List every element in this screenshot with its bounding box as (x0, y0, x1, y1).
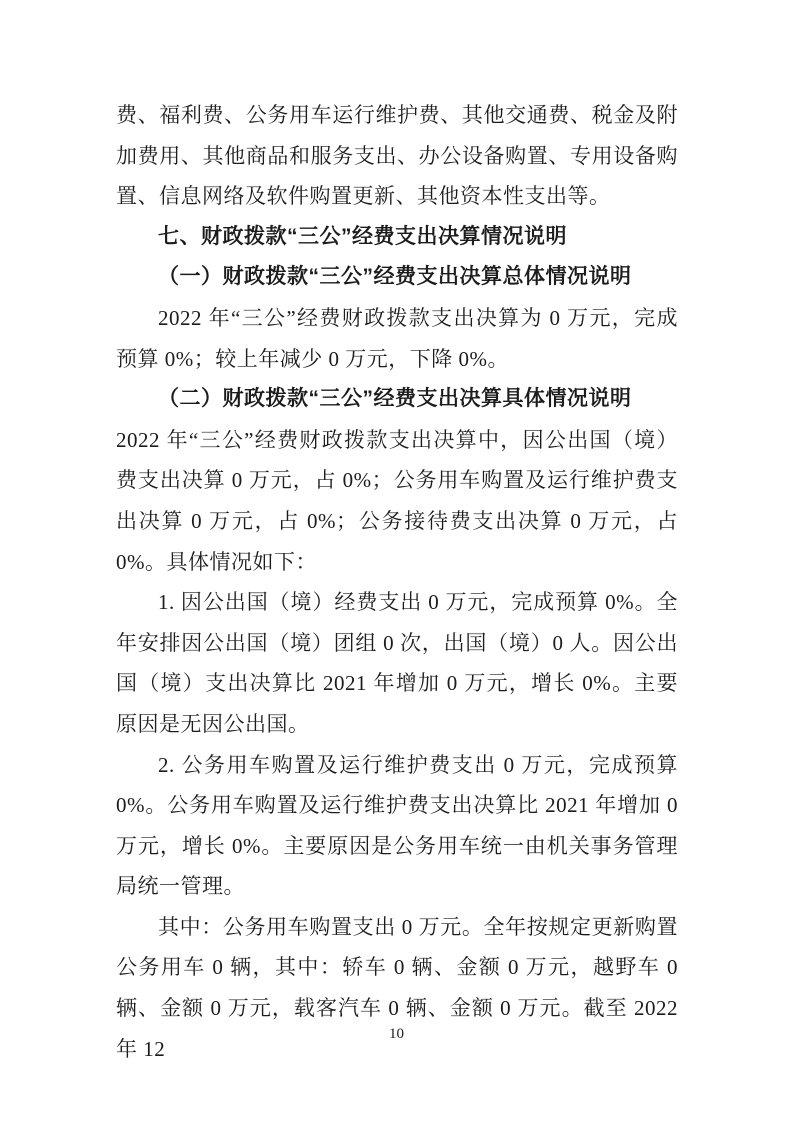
body-paragraph: 1. 因公出国（境）经费支出 0 万元，完成预算 0%。全年安排因公出国（境）团组 0 次，出国（境）0 人。因公出国（境）支出决算比 2021 年增加 0 万元，增长 0%。主要原因是无因公出国。 (116, 590, 678, 736)
body-paragraph: 2022 年“三公”经费财政拨款支出决算为 0 万元，完成预算 0%；较上年减少 0 万元，下降 0%。 (116, 305, 678, 371)
document-body (116, 95, 678, 1069)
body-paragraph: 2022 年“三公”经费财政拨款支出决算中，因公出国（境）费支出决算 0 万元，占 0%；公务用车购置及运行维护费支出决算 0 万元，占 0%；公务接待费支出决算 0 万元，占 0%。具体情况如下： (116, 427, 678, 574)
section-heading: 七、财政拨款“三公”经费支出决算情况说明 (158, 224, 567, 248)
body-paragraph: 其中：公务用车购置支出 0 万元。全年按规定更新购置公务用车 0 辆，其中：轿车 0 辆、金额 0 万元，越野车 0 辆、金额 0 万元，载客汽车 0 辆、金额 0 万元。截至 2022 年 12 (116, 914, 678, 1061)
section-heading: （一）财政拨款“三公”经费支出决算总体情况说明 (158, 265, 632, 289)
section-heading: （二）财政拨款“三公”经费支出决算具体情况说明 (158, 387, 632, 411)
body-paragraph: 费、福利费、公务用车运行维护费、其他交通费、税金及附加费用、其他商品和服务支出、办公设备购置、专用设备购置、信息网络及软件购置更新、其他资本性支出等。 (116, 103, 678, 209)
page-number: 10 (389, 1026, 404, 1042)
body-paragraph: 2. 公务用车购置及运行维护费支出 0 万元，完成预算 0%。公务用车购置及运行维护费支出决算比 2021 年增加 0 万元，增长 0%。主要原因是公务用车统一由机关事务管理局统一管理。 (116, 752, 678, 899)
